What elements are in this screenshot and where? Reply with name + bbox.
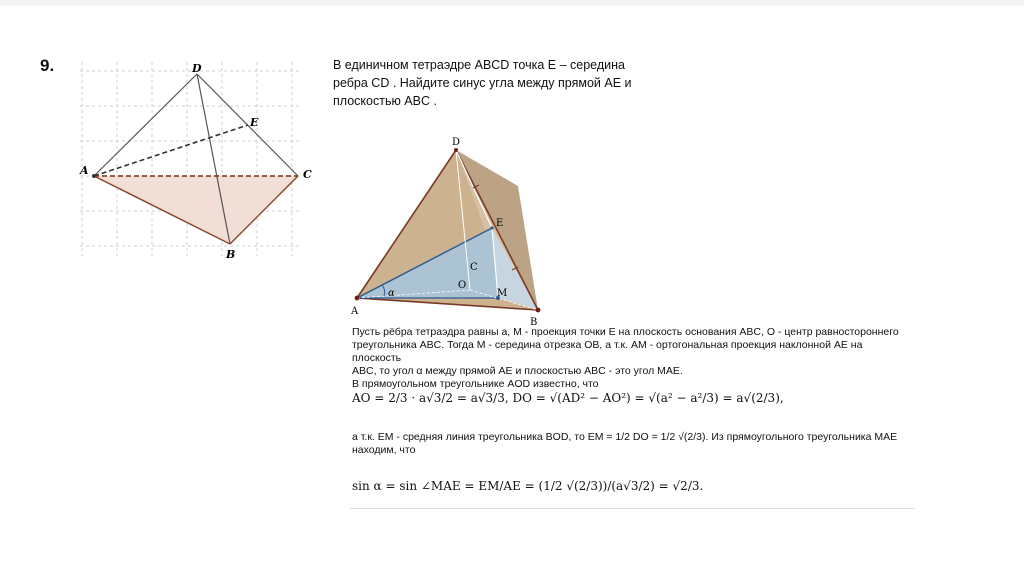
grid <box>80 62 300 256</box>
vertex-label-c: C <box>470 262 478 273</box>
vertex-label-a: A <box>351 306 359 317</box>
solution-text <box>352 326 912 391</box>
solution-line: треугольника ABC. Тогда M - середина отрезка OB, а т.к. AM - ортогональная проекция наклонной AE на плоскость <box>352 339 863 364</box>
problem-statement: В единичном тетраэдре ABCD точка E – середина ребра CD . Найдите синус угла между прямой AE и плоскостью ABC . <box>333 58 632 108</box>
vertex-label-b: B <box>226 248 236 261</box>
vertex-label-b: B <box>530 317 538 328</box>
point-label-o: O <box>458 280 467 291</box>
angle-label-alpha: α <box>388 288 395 299</box>
bottom-divider <box>350 508 915 509</box>
vertex-label-e: E <box>250 116 259 129</box>
solution-line: Пусть рёбра тетраэдра равны a, M - проекция точки E на плоскость основания ABC, O - центр равностороннего <box>352 326 899 338</box>
tetrahedron-solution-figure <box>340 128 570 333</box>
solution-line: а т.к. EM - средняя линия треугольника BOD, то EM = 1/2 DO = 1/2 √(2/3). Из прямоугольного треугольника MAE <box>352 431 898 443</box>
top-divider <box>0 0 1024 6</box>
solution-line: В прямоугольном треугольнике AOD известно, что <box>352 378 599 390</box>
solution-line: ABC, то угол α между прямой AE и плоскостью ABC - это угол MAE. <box>352 365 683 377</box>
tetrahedron-sketch-figure <box>60 56 330 276</box>
vertex-label-c: C <box>303 168 312 181</box>
vertex-label-d: D <box>452 137 461 148</box>
problem-number: 9. <box>40 56 55 75</box>
base-triangle-abc <box>94 176 298 244</box>
point-label-m: M <box>497 288 508 299</box>
formula-ao-do: AO = 2/3 · a√3/2 = a√3/3, DO = √(AD² − AO²) = √(a² − a²/3) = a√(2/3), <box>352 391 784 405</box>
vertex-label-a: A <box>80 164 89 177</box>
formula-sin-alpha: sin α = sin ∠MAE = EM/AE = (1/2 √(2/3))/(a√3/2) = √2/3. <box>352 479 704 493</box>
vertex-label-e: E <box>496 218 504 229</box>
solution-text-2 <box>352 431 912 457</box>
solution-line: находим, что <box>352 444 416 456</box>
vertex-label-d: D <box>192 62 202 75</box>
